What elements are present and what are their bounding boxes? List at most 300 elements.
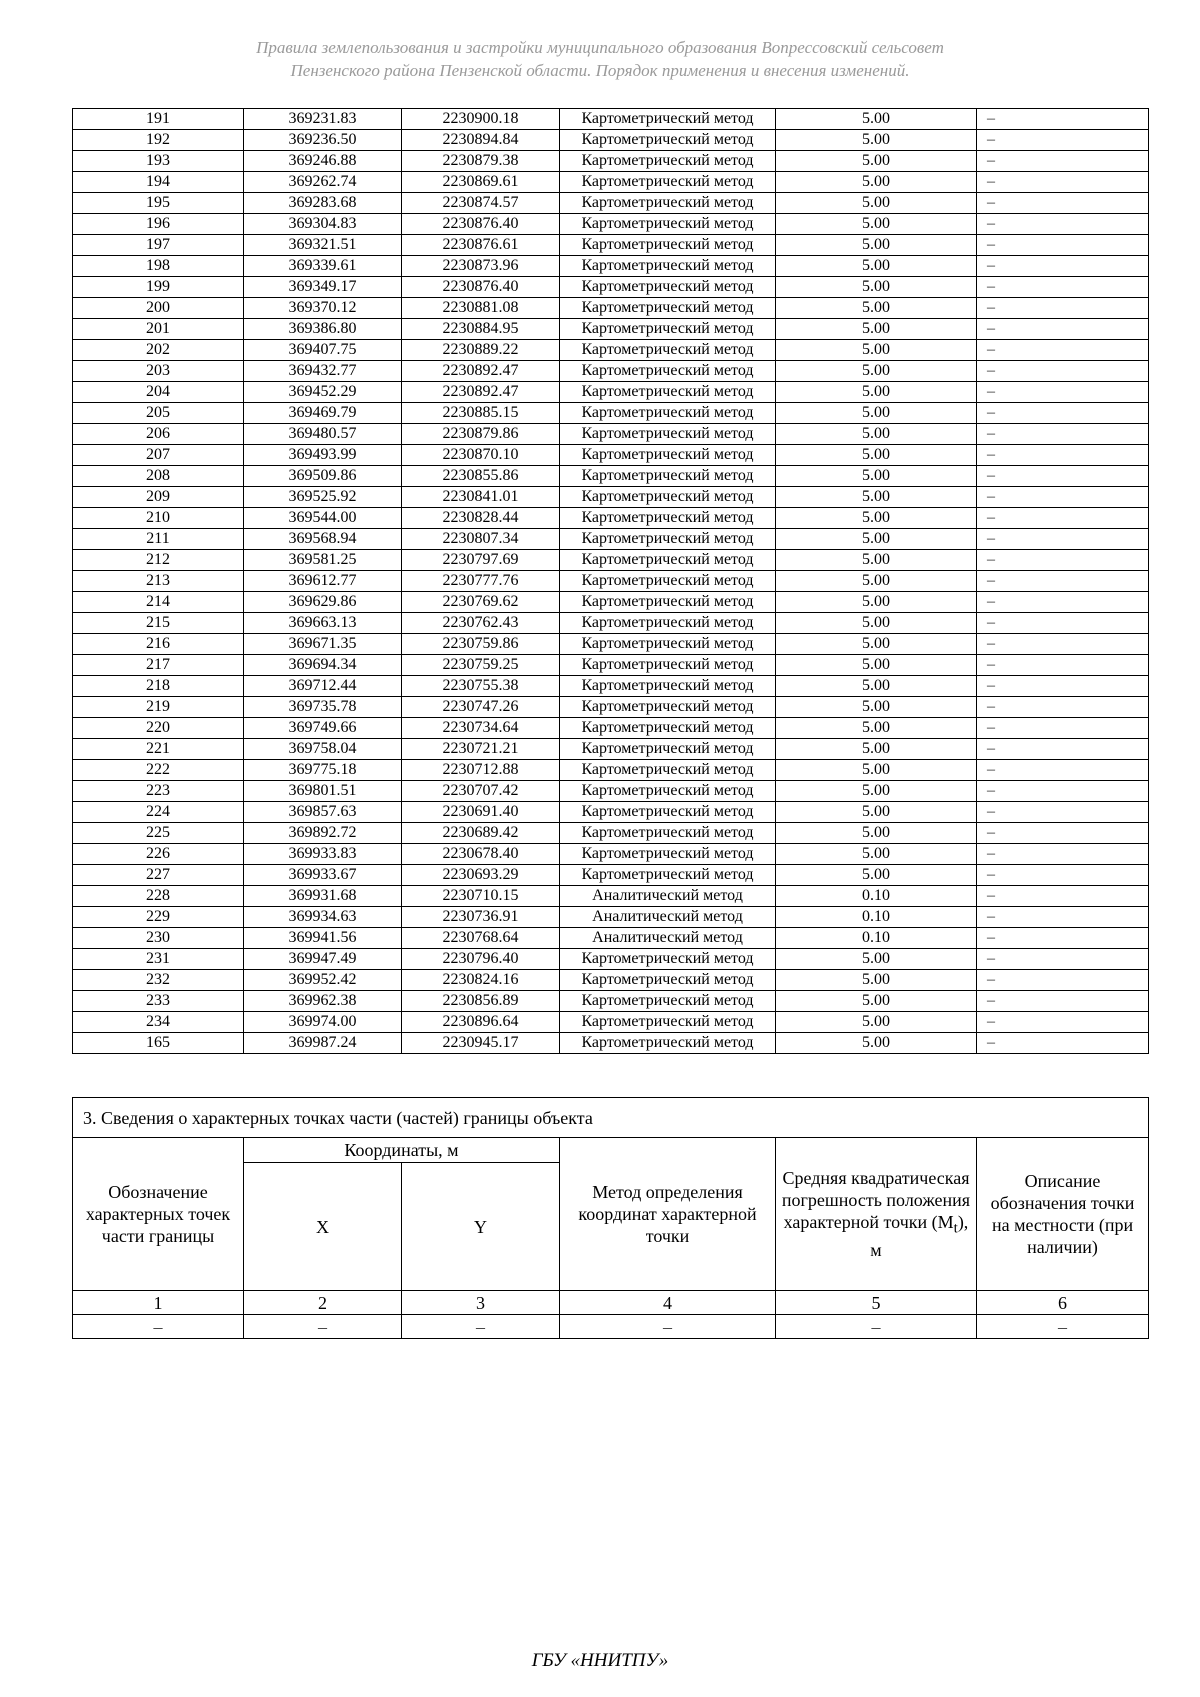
method-cell: Картометрический метод [560,760,776,781]
x-coordinate-cell: 369758.04 [244,739,402,760]
error-cell: 5.00 [776,865,977,886]
y-coordinate-cell: 2230710.15 [402,886,560,907]
error-cell: 0.10 [776,886,977,907]
point-number-cell: 221 [73,739,244,760]
error-cell: 5.00 [776,823,977,844]
error-cell: 5.00 [776,697,977,718]
error-cell: 5.00 [776,235,977,256]
description-cell: – [977,592,1149,613]
description-cell: – [977,970,1149,991]
y-coordinate-cell: 2230876.40 [402,277,560,298]
table-row [73,760,1149,781]
empty-cell: – [776,1315,977,1339]
x-coordinate-cell: 369857.63 [244,802,402,823]
table-row [73,256,1149,277]
method-cell: Картометрический метод [560,844,776,865]
description-cell: – [977,928,1149,949]
x-coordinate-cell: 369952.42 [244,970,402,991]
description-cell: – [977,844,1149,865]
x-coordinate-cell: 369749.66 [244,718,402,739]
error-cell: 5.00 [776,298,977,319]
description-cell: – [977,1012,1149,1033]
table-row [73,319,1149,340]
description-cell: – [977,382,1149,403]
table-row [73,865,1149,886]
col-error-sub: t [953,1220,958,1237]
point-number-cell: 199 [73,277,244,298]
method-cell: Картометрический метод [560,634,776,655]
description-cell: – [977,697,1149,718]
table-row [73,718,1149,739]
table-row [73,151,1149,172]
x-coordinate-cell: 369321.51 [244,235,402,256]
y-coordinate-cell: 2230876.40 [402,214,560,235]
error-cell: 5.00 [776,781,977,802]
table-row [73,1012,1149,1033]
method-cell: Картометрический метод [560,1033,776,1054]
point-number-cell: 203 [73,361,244,382]
y-coordinate-cell: 2230807.34 [402,529,560,550]
x-coordinate-cell: 369974.00 [244,1012,402,1033]
x-coordinate-cell: 369581.25 [244,550,402,571]
description-cell: – [977,571,1149,592]
y-coordinate-cell: 2230755.38 [402,676,560,697]
x-coordinate-cell: 369231.83 [244,109,402,130]
method-cell: Картометрический метод [560,697,776,718]
method-cell: Картометрический метод [560,718,776,739]
description-cell: – [977,865,1149,886]
x-coordinate-cell: 369947.49 [244,949,402,970]
x-coordinate-cell: 369469.79 [244,403,402,424]
x-coordinate-cell: 369262.74 [244,172,402,193]
error-cell: 5.00 [776,949,977,970]
y-coordinate-cell: 2230874.57 [402,193,560,214]
y-coordinate-cell: 2230889.22 [402,340,560,361]
method-cell: Картометрический метод [560,949,776,970]
y-coordinate-cell: 2230892.47 [402,361,560,382]
part-boundary-table [72,1097,1149,1339]
boundary-points-body [73,109,1149,1054]
y-coordinate-cell: 2230870.10 [402,445,560,466]
table-row [73,403,1149,424]
point-number-cell: 209 [73,487,244,508]
method-cell: Аналитический метод [560,907,776,928]
point-number-cell: 194 [73,172,244,193]
point-number-cell: 200 [73,298,244,319]
description-cell: – [977,277,1149,298]
method-cell: Картометрический метод [560,529,776,550]
method-cell: Картометрический метод [560,319,776,340]
x-coordinate-cell: 369386.80 [244,319,402,340]
table-row [73,970,1149,991]
x-coordinate-cell: 369934.63 [244,907,402,928]
table-row [73,529,1149,550]
error-cell: 5.00 [776,445,977,466]
error-cell: 5.00 [776,340,977,361]
table-row [73,655,1149,676]
point-number-cell: 232 [73,970,244,991]
x-coordinate-cell: 369892.72 [244,823,402,844]
x-coordinate-cell: 369568.94 [244,529,402,550]
method-cell: Картометрический метод [560,970,776,991]
y-coordinate-cell: 2230841.01 [402,487,560,508]
error-cell: 5.00 [776,382,977,403]
table-row [73,592,1149,613]
y-coordinate-cell: 2230707.42 [402,781,560,802]
col-error-text-b: ), м [870,1211,969,1261]
col-method-header: Метод определения координат характерной точки [560,1138,776,1291]
x-coordinate-cell: 369370.12 [244,298,402,319]
description-cell: – [977,235,1149,256]
method-cell: Картометрический метод [560,991,776,1012]
method-cell: Картометрический метод [560,340,776,361]
description-cell: – [977,130,1149,151]
point-number-cell: 210 [73,508,244,529]
x-coordinate-cell: 369663.13 [244,613,402,634]
description-cell: – [977,781,1149,802]
table-row [73,424,1149,445]
method-cell: Картометрический метод [560,487,776,508]
method-cell: Картометрический метод [560,151,776,172]
description-cell: – [977,907,1149,928]
description-cell: – [977,256,1149,277]
error-cell: 5.00 [776,403,977,424]
description-cell: – [977,109,1149,130]
point-number-cell: 195 [73,193,244,214]
point-number-cell: 165 [73,1033,244,1054]
error-cell: 5.00 [776,739,977,760]
x-coordinate-cell: 369283.68 [244,193,402,214]
error-cell: 5.00 [776,970,977,991]
y-coordinate-cell: 2230759.25 [402,655,560,676]
table-row [73,340,1149,361]
method-cell: Картометрический метод [560,445,776,466]
error-cell: 5.00 [776,1012,977,1033]
x-coordinate-cell: 369694.34 [244,655,402,676]
empty-cell: – [560,1315,776,1339]
description-cell: – [977,172,1149,193]
method-cell: Картометрический метод [560,865,776,886]
y-coordinate-cell: 2230873.96 [402,256,560,277]
x-coordinate-cell: 369987.24 [244,1033,402,1054]
method-cell: Картометрический метод [560,361,776,382]
y-coordinate-cell: 2230712.88 [402,760,560,781]
table-row [73,739,1149,760]
x-coordinate-cell: 369407.75 [244,340,402,361]
error-cell: 5.00 [776,424,977,445]
error-cell: 5.00 [776,718,977,739]
table-row [73,802,1149,823]
method-cell: Картометрический метод [560,193,776,214]
description-cell: – [977,529,1149,550]
point-number-cell: 191 [73,109,244,130]
column-number: 6 [977,1291,1149,1315]
point-number-cell: 197 [73,235,244,256]
x-coordinate-cell: 369236.50 [244,130,402,151]
x-coordinate-cell: 369712.44 [244,676,402,697]
x-coordinate-cell: 369493.99 [244,445,402,466]
x-coordinate-cell: 369933.67 [244,865,402,886]
table-row [73,277,1149,298]
x-coordinate-cell: 369509.86 [244,466,402,487]
table-row [73,214,1149,235]
description-cell: – [977,634,1149,655]
table-row [73,508,1149,529]
method-cell: Картометрический метод [560,298,776,319]
y-coordinate-cell: 2230892.47 [402,382,560,403]
point-number-cell: 202 [73,340,244,361]
error-cell: 5.00 [776,529,977,550]
point-number-cell: 214 [73,592,244,613]
y-coordinate-cell: 2230796.40 [402,949,560,970]
table-row [73,130,1149,151]
point-number-cell: 230 [73,928,244,949]
y-coordinate-cell: 2230769.62 [402,592,560,613]
column-number-row [73,1291,1149,1315]
error-cell: 5.00 [776,844,977,865]
method-cell: Аналитический метод [560,928,776,949]
x-coordinate-cell: 369349.17 [244,277,402,298]
point-number-cell: 215 [73,613,244,634]
error-cell: 5.00 [776,466,977,487]
method-cell: Аналитический метод [560,886,776,907]
point-number-cell: 222 [73,760,244,781]
method-cell: Картометрический метод [560,823,776,844]
header-line-2: Пензенского района Пензенской области. Порядок применения и внесения изменений. [290,61,910,80]
point-number-cell: 204 [73,382,244,403]
point-number-cell: 211 [73,529,244,550]
y-coordinate-cell: 2230881.08 [402,298,560,319]
error-cell: 5.00 [776,550,977,571]
point-number-cell: 226 [73,844,244,865]
point-number-cell: 228 [73,886,244,907]
description-cell: – [977,487,1149,508]
x-coordinate-cell: 369941.56 [244,928,402,949]
error-cell: 5.00 [776,634,977,655]
table-row [73,991,1149,1012]
point-number-cell: 231 [73,949,244,970]
description-cell: – [977,508,1149,529]
point-number-cell: 217 [73,655,244,676]
table-row [73,634,1149,655]
method-cell: Картометрический метод [560,109,776,130]
col-desc-header: Описание обозначения точки на местности (при наличии) [977,1138,1149,1291]
table-row [73,823,1149,844]
point-number-cell: 205 [73,403,244,424]
point-number-cell: 196 [73,214,244,235]
description-cell: – [977,802,1149,823]
column-number: 4 [560,1291,776,1315]
method-cell: Картометрический метод [560,424,776,445]
error-cell: 0.10 [776,928,977,949]
boundary-points-table [72,108,1149,1054]
method-cell: Картометрический метод [560,592,776,613]
table-row [73,109,1149,130]
x-coordinate-cell: 369452.29 [244,382,402,403]
error-cell: 5.00 [776,193,977,214]
empty-cell: – [402,1315,560,1339]
point-number-cell: 192 [73,130,244,151]
table-row [73,781,1149,802]
x-coordinate-cell: 369801.51 [244,781,402,802]
table-row [73,1033,1149,1054]
description-cell: – [977,214,1149,235]
y-coordinate-cell: 2230678.40 [402,844,560,865]
point-number-cell: 218 [73,676,244,697]
table-row [73,550,1149,571]
method-cell: Картометрический метод [560,277,776,298]
x-coordinate-cell: 369304.83 [244,214,402,235]
table-row [73,172,1149,193]
x-coordinate-cell: 369933.83 [244,844,402,865]
y-coordinate-cell: 2230869.61 [402,172,560,193]
table-row [73,907,1149,928]
error-cell: 0.10 [776,907,977,928]
description-cell: – [977,949,1149,970]
description-cell: – [977,655,1149,676]
description-cell: – [977,613,1149,634]
error-cell: 5.00 [776,1033,977,1054]
description-cell: – [977,403,1149,424]
point-number-cell: 207 [73,445,244,466]
error-cell: 5.00 [776,130,977,151]
section-title-row [73,1098,1149,1138]
table-row [73,613,1149,634]
method-cell: Картометрический метод [560,172,776,193]
method-cell: Картометрический метод [560,235,776,256]
error-cell: 5.00 [776,760,977,781]
page-header [0,36,1200,82]
point-number-cell: 224 [73,802,244,823]
y-coordinate-cell: 2230896.64 [402,1012,560,1033]
error-cell: 5.00 [776,655,977,676]
y-coordinate-cell: 2230759.86 [402,634,560,655]
table-row [73,445,1149,466]
table-row [73,466,1149,487]
x-coordinate-cell: 369962.38 [244,991,402,1012]
y-coordinate-cell: 2230855.86 [402,466,560,487]
empty-cell: – [977,1315,1149,1339]
y-coordinate-cell: 2230736.91 [402,907,560,928]
point-number-cell: 213 [73,571,244,592]
error-cell: 5.00 [776,508,977,529]
x-coordinate-cell: 369612.77 [244,571,402,592]
y-coordinate-cell: 2230693.29 [402,865,560,886]
y-coordinate-cell: 2230689.42 [402,823,560,844]
error-cell: 5.00 [776,319,977,340]
description-cell: – [977,151,1149,172]
method-cell: Картометрический метод [560,802,776,823]
table-row [73,676,1149,697]
x-coordinate-cell: 369246.88 [244,151,402,172]
y-coordinate-cell: 2230762.43 [402,613,560,634]
y-coordinate-cell: 2230884.95 [402,319,560,340]
point-number-cell: 201 [73,319,244,340]
description-cell: – [977,991,1149,1012]
table-row [73,298,1149,319]
x-coordinate-cell: 369671.35 [244,634,402,655]
method-cell: Картометрический метод [560,571,776,592]
error-cell: 5.00 [776,361,977,382]
y-coordinate-cell: 2230721.21 [402,739,560,760]
column-number: 1 [73,1291,244,1315]
y-coordinate-cell: 2230691.40 [402,802,560,823]
x-coordinate-cell: 369735.78 [244,697,402,718]
point-number-cell: 229 [73,907,244,928]
col-coords-header: Координаты, м [244,1138,560,1163]
table-row [73,193,1149,214]
x-coordinate-cell: 369931.68 [244,886,402,907]
table-row [73,361,1149,382]
description-cell: – [977,1033,1149,1054]
y-coordinate-cell: 2230879.38 [402,151,560,172]
table-row [73,235,1149,256]
y-coordinate-cell: 2230894.84 [402,130,560,151]
y-coordinate-cell: 2230856.89 [402,991,560,1012]
section-title: 3. Сведения о характерных точках части (частей) границы объекта [73,1098,1149,1138]
description-cell: – [977,466,1149,487]
method-cell: Картометрический метод [560,613,776,634]
point-number-cell: 198 [73,256,244,277]
col-x-header: X [244,1163,402,1291]
header-line-1: Правила землепользования и застройки муниципального образования Вопрессовский сельсовет [256,38,944,57]
error-cell: 5.00 [776,991,977,1012]
point-number-cell: 193 [73,151,244,172]
description-cell: – [977,340,1149,361]
method-cell: Картометрический метод [560,214,776,235]
method-cell: Картометрический метод [560,508,776,529]
point-number-cell: 208 [73,466,244,487]
description-cell: – [977,739,1149,760]
description-cell: – [977,424,1149,445]
column-number: 2 [244,1291,402,1315]
point-number-cell: 212 [73,550,244,571]
point-number-cell: 223 [73,781,244,802]
error-cell: 5.00 [776,487,977,508]
col-error-header [776,1138,977,1291]
description-cell: – [977,760,1149,781]
empty-data-row [73,1315,1149,1339]
description-cell: – [977,676,1149,697]
x-coordinate-cell: 369339.61 [244,256,402,277]
column-number: 3 [402,1291,560,1315]
point-number-cell: 233 [73,991,244,1012]
error-cell: 5.00 [776,214,977,235]
method-cell: Картометрический метод [560,382,776,403]
method-cell: Картометрический метод [560,676,776,697]
col-error-text-a: Средняя квадратическая погрешность положения характерной точки (M [781,1167,971,1232]
col-designation-header: Обозначение характерных точек части границы [73,1138,244,1291]
point-number-cell: 227 [73,865,244,886]
y-coordinate-cell: 2230879.86 [402,424,560,445]
error-cell: 5.00 [776,151,977,172]
y-coordinate-cell: 2230828.44 [402,508,560,529]
y-coordinate-cell: 2230777.76 [402,571,560,592]
method-cell: Картометрический метод [560,550,776,571]
table-row [73,886,1149,907]
table-row [73,928,1149,949]
y-coordinate-cell: 2230945.17 [402,1033,560,1054]
error-cell: 5.00 [776,613,977,634]
description-cell: – [977,550,1149,571]
y-coordinate-cell: 2230734.64 [402,718,560,739]
method-cell: Картометрический метод [560,130,776,151]
description-cell: – [977,886,1149,907]
x-coordinate-cell: 369525.92 [244,487,402,508]
point-number-cell: 219 [73,697,244,718]
table-row [73,844,1149,865]
header-row-1 [73,1138,1149,1163]
